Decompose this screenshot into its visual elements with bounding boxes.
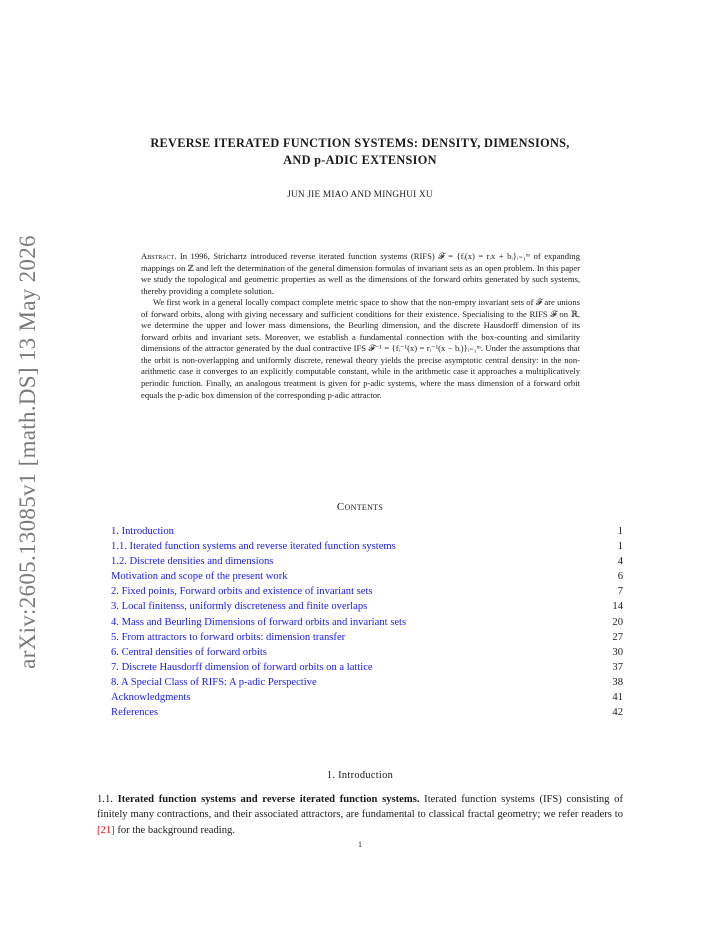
toc-entry[interactable]: [111, 630, 623, 645]
toc-entry-page: 20: [612, 616, 623, 628]
toc-entry-label[interactable]: 2. Fixed points, Forward orbits and existence of invariant sets: [111, 586, 373, 598]
toc-entry[interactable]: [111, 645, 623, 660]
subsection-title: Iterated function systems and reverse iterated function systems.: [117, 794, 420, 805]
toc-entry-page: 41: [612, 692, 623, 704]
table-of-contents: [111, 524, 623, 720]
toc-entry-label[interactable]: 5. From attractors to forward orbits: dimension transfer: [111, 631, 346, 643]
page-number: 1: [358, 840, 362, 849]
toc-entry[interactable]: [111, 524, 623, 539]
toc-entry[interactable]: [111, 539, 623, 554]
toc-entry-label[interactable]: References: [111, 707, 159, 719]
toc-entry-label[interactable]: 1.2. Discrete densities and dimensions: [111, 556, 274, 568]
toc-entry[interactable]: [111, 615, 623, 630]
toc-entry-page: 42: [612, 707, 623, 719]
toc-entry-page: 27: [612, 631, 623, 643]
toc-entry-page: 14: [612, 601, 623, 613]
toc-entry[interactable]: [111, 554, 623, 569]
contents-heading: Contents: [336, 501, 384, 513]
toc-entry-page: 38: [612, 676, 623, 688]
toc-entry-label[interactable]: 3. Local finitenss, uniformly discreteness and finite overlaps: [111, 601, 368, 613]
toc-entry-label[interactable]: 1.1. Iterated function systems and reverse iterated function systems: [111, 541, 396, 553]
title-line-2: AND p-ADIC EXTENSION: [283, 153, 437, 167]
toc-entry[interactable]: [111, 705, 623, 720]
toc-entry-page: 6: [617, 571, 623, 583]
arxiv-id-text: arXiv:2605.13085v1 [math.DS] 13 May 2026: [15, 235, 40, 669]
toc-entry-page: 1: [617, 526, 623, 537]
body-text-a: Iterated function systems (IFS) consisting of finitely many contractions, and their associated attractors, are fundamental to classical fractal geometry; we refer readers to: [97, 794, 623, 821]
subsection-number: 1.1.: [97, 794, 113, 805]
body-text: [97, 792, 623, 838]
toc-entry-label[interactable]: 8. A Special Class of RIFS: A p-adic Perspective: [111, 676, 317, 688]
paper-title: [100, 135, 620, 169]
toc-entry-label[interactable]: 6. Central densities of forward orbits: [111, 646, 267, 658]
toc-entry[interactable]: [111, 690, 623, 705]
body-text-b: for the background reading.: [117, 824, 235, 836]
toc-entry-label[interactable]: 4. Mass and Beurling Dimensions of forward orbits and invariant sets: [111, 616, 407, 628]
toc-entry[interactable]: [111, 569, 623, 584]
citation-link[interactable]: [21]: [97, 824, 115, 836]
toc-entry[interactable]: [111, 660, 623, 675]
toc-entry-page: 1: [617, 541, 623, 553]
abstract-label: Abstract.: [141, 251, 177, 261]
toc-entry[interactable]: [111, 675, 623, 690]
toc-entry-page: 30: [612, 646, 623, 658]
toc-entry-page: 37: [612, 661, 623, 673]
toc-entry-label[interactable]: 7. Discrete Hausdorff dimension of forward orbits on a lattice: [111, 661, 373, 673]
title-line-1: REVERSE ITERATED FUNCTION SYSTEMS: DENSITY, DIMENSIONS,: [150, 136, 570, 150]
abstract-paragraph-1: In 1996, Strichartz introduced reverse iterated function systems (RIFS) 𝓕 = {fᵢ(x) = rᵢx + bᵢ}ᵢ₌₁ᵐ of expanding mappings on ℤ and left the determination of the general dimension formulas of invariant sets as an open problem. In this paper we study the topological and geometric properties as well as the dimensions of the forward orbits generated by such systems, thereby providing a complete solution.: [141, 251, 580, 296]
abstract: [141, 251, 580, 401]
paper-authors: JUN JIE MIAO AND MINGHUI XU: [287, 190, 433, 200]
toc-entry[interactable]: [111, 584, 623, 599]
toc-entry-label[interactable]: 1. Introduction: [111, 526, 174, 537]
abstract-paragraph-2: We first work in a general locally compact complete metric space to show that the non-empty invariant sets of 𝓕 are unions of forward orbits, along with giving necessary and sufficient conditions for their existence. Specialising to the RIFS 𝓕 on ℝ, we determine the upper and lower mass dimensions, the Beurling dimension, and the discrete Hausdorff dimension of its forward orbits and invariant sets. Moreover, we establish a fundamental connection with the box-counting and similarity dimensions of the attractor generated by the dual contractive IFS 𝓕⁻¹ = {fᵢ⁻¹(x) = rᵢ⁻¹(x − bᵢ)}ᵢ₌₁ᵐ. Under the assumptions that the orbit is non-overlapping and uniformly discrete, renewal theory yields the precise asymptotic central density: in the non-arithmetic case it converges to an explicitly computable constant, while in the arithmetic case it approaches a multiplicatively periodic function. Finally, an analogous treatment is given for p-adic systems, where the mass dimension of a forward orbit equals the p-adic box dimension of the corresponding p-adic attractor.: [141, 297, 580, 400]
toc-entry-page: 4: [617, 556, 623, 568]
toc-entry-label[interactable]: Motivation and scope of the present work: [111, 571, 288, 583]
toc-entry-page: 7: [617, 586, 623, 598]
toc-entry[interactable]: [111, 599, 623, 614]
section-heading: 1. Introduction: [326, 770, 394, 781]
arxiv-sidebar-stamp: [8, 235, 48, 669]
toc-entry-label[interactable]: Acknowledgments: [111, 692, 191, 704]
